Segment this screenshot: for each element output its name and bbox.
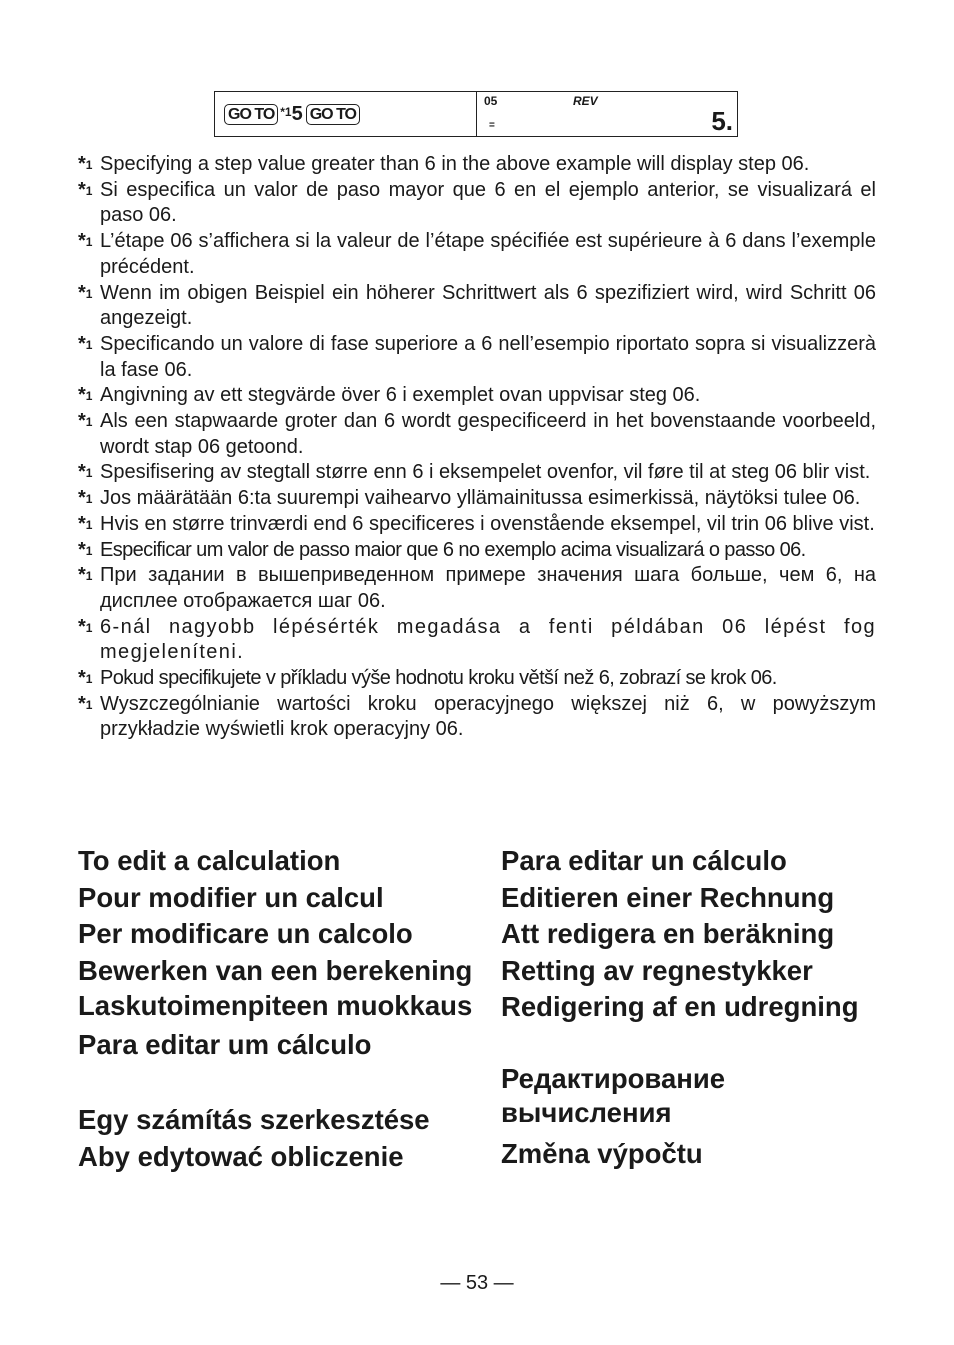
section-heading: Retting av regnestykker [501, 954, 813, 986]
footnote [78, 692, 876, 743]
footnote-marker: *$^1$ [78, 384, 93, 407]
section-heading: Pour modifier un calcul [78, 881, 384, 913]
section-heading: Editieren einer Rechnung [501, 881, 835, 913]
section-heading: Редактирование вычисления [501, 1062, 726, 1128]
page-number: — 53 — [440, 1272, 514, 1294]
footnote [78, 409, 876, 460]
display-step: 05 [484, 94, 498, 108]
footnote-text: Spesifisering av stegtall større enn 6 i eksempelet ovenfor, vil føre til at steg 06 blir vist. [100, 461, 871, 484]
footnote-marker: *$^1$ [78, 692, 93, 715]
footnote [78, 281, 876, 332]
section-heading: Změna výpočtu [501, 1137, 703, 1169]
footnote-marker: *$^1$ [78, 538, 93, 561]
headings-left [78, 843, 488, 1175]
headings-right [501, 843, 901, 1173]
footnote-marker: *$^1$ [78, 153, 93, 175]
display-flag: REV [573, 94, 598, 108]
footnote [78, 666, 876, 692]
footnote-marker: *$^1$ [78, 615, 93, 638]
section-heading: Laskutoimenpiteen muokkaus [78, 990, 473, 1022]
footnote-text: 6-nál nagyobb lépésérték megadása a fenti példában 06 lépést fog megjeleníteni. [100, 615, 876, 664]
section-heading: Redigering af en udregning [501, 991, 859, 1023]
goto-key-1: GO TO [224, 104, 278, 125]
footnote [78, 178, 876, 229]
footnote-marker: *$^1$ [78, 281, 93, 304]
goto-key-2: GO TO [306, 104, 360, 125]
footnote-marker: *$^1$ [78, 178, 93, 201]
footnote [78, 460, 876, 486]
footnote [78, 486, 876, 512]
footnote-marker: *$^1$ [78, 332, 93, 355]
footnote-text: Specifying a step value greater than 6 in the above example will display step 06. [100, 153, 810, 175]
section-heading: Att redigera en beräkning [501, 918, 835, 950]
section-heading: Para editar un cálculo [501, 845, 787, 876]
display-eq: = [489, 120, 495, 131]
footnote-marker: *$^1$ [78, 667, 93, 690]
footnote-text: Si especifica un valor de paso mayor que 6 en el ejemplo anterior, se visualizará el paso 06. [100, 178, 876, 227]
footnote-text: Pokud specifikujete v příkladu výše hodnotu kroku větší než 6, zobrazí se krok 06. [100, 667, 777, 690]
footnote [78, 563, 876, 614]
digit-key: 5 [291, 102, 303, 125]
footnote [78, 383, 876, 409]
section-heading: Aby edytować obliczenie [78, 1140, 404, 1172]
example-table [214, 91, 738, 137]
section-heading: Para editar um cálculo [78, 1029, 372, 1061]
footnote-text: Als een stapwaarde groter dan 6 wordt gespecificeerd in het bovenstaande voorbeeld, wordt stap 06 getoond. [100, 410, 876, 458]
footnote-text: Angivning av ett stegvärde över 6 i exemplet ovan uppvisar steg 06. [100, 384, 701, 407]
footnote-ref: *1 [280, 105, 292, 119]
section-heading: To edit a calculation [78, 845, 341, 876]
footnotes [78, 152, 876, 743]
footnote [78, 229, 876, 280]
footnote-marker: *$^1$ [78, 564, 93, 587]
footnote-marker: *$^1$ [78, 512, 93, 535]
footnote-text: Wyszczególnianie wartości kroku operacyjnego większej niż 6, w powyższym przykładzie wyświetli krok operacyjny 06. [100, 692, 876, 741]
footnote [78, 332, 876, 383]
footnote-text: Wenn im obigen Beispiel ein höherer Schrittwert als 6 spezifiziert wird, wird Schritt 06 angezeigt. [100, 281, 876, 330]
footnote-marker: *$^1$ [78, 487, 93, 510]
footnote-text: Jos määrätään 6:ta suurempi vaihearvo yllämainitussa esimerkissä, näytöksi tulee 06. [100, 487, 861, 510]
footnote [78, 512, 876, 538]
footnote-marker: *$^1$ [78, 230, 93, 253]
key-sequence [215, 92, 477, 136]
display-panel [477, 92, 737, 136]
footnote-text: Especificar um valor de passo maior que 6 no exemplo acima visualizará o passo 06. [100, 538, 806, 561]
section-heading: Bewerken van een berekening [78, 954, 473, 986]
footnote [78, 615, 876, 666]
footnote-text: При задании в вышеприведенном примере значения шага больше, чем 6, на дисплее отображается шаг 06. [100, 564, 876, 612]
footnote [78, 538, 876, 564]
section-heading: Egy számítás szerkesztése [78, 1103, 430, 1135]
footnote [78, 152, 876, 178]
footnote-text: L’étape 06 s’affichera si la valeur de l’étape spécifiée est supérieure à 6 dans l’exemple précédent. [100, 230, 876, 278]
footnote-marker: *$^1$ [78, 410, 93, 433]
footnote-text: Specificando un valore di fase superiore a 6 nell’esempio riportato sopra si visualizzerà la fase 06. [100, 332, 876, 381]
display-value: 5. [711, 106, 733, 136]
footnote-text: Hvis en større trinværdi end 6 specificeres i ovenstående eksempel, vil trin 06 blive vist. [100, 512, 875, 535]
footnote-marker: *$^1$ [78, 461, 93, 484]
section-heading: Per modificare un calcolo [78, 918, 413, 950]
